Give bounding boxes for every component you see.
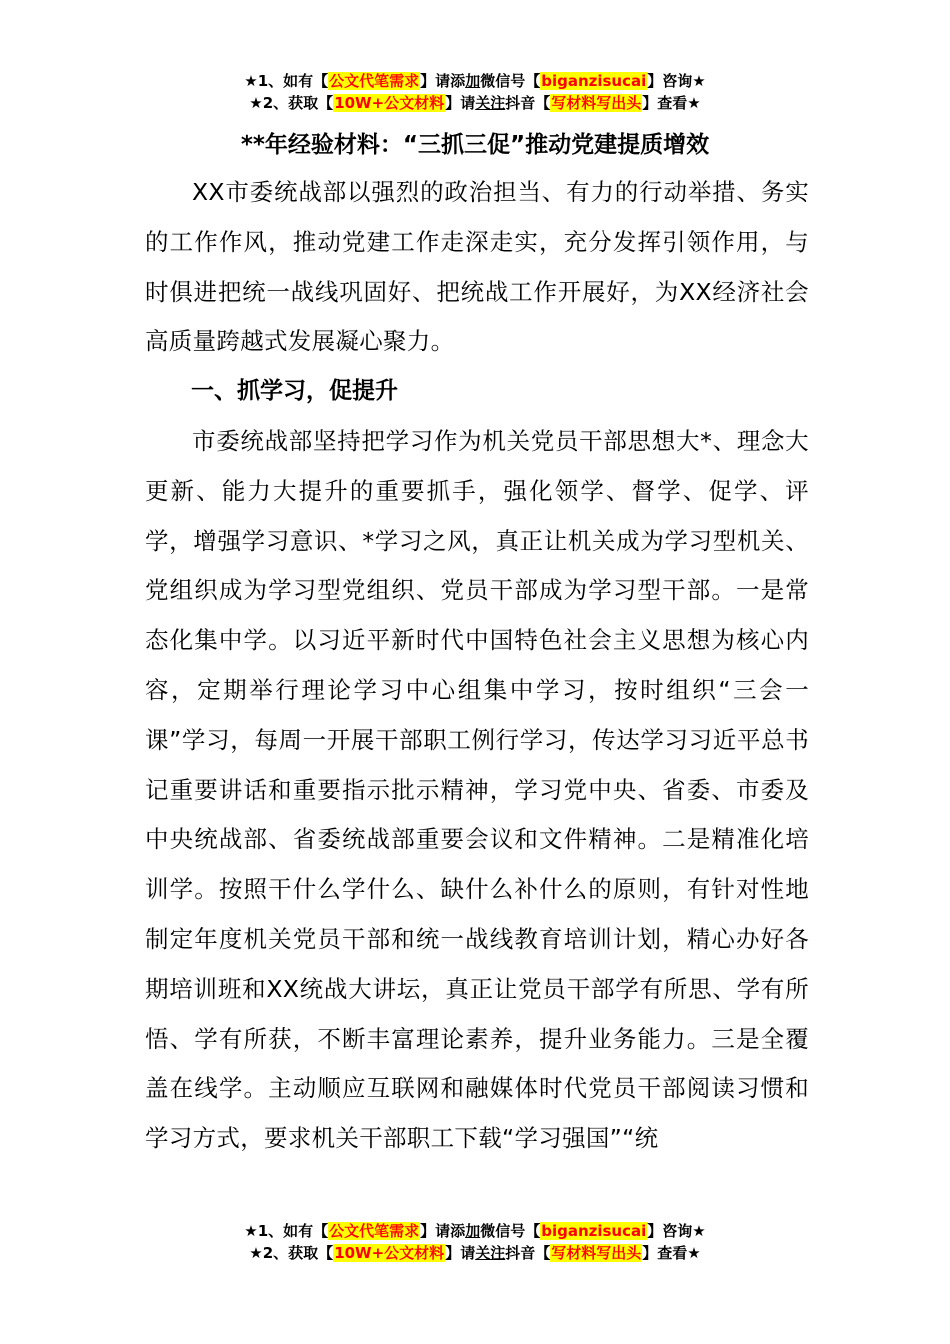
banner-highlight: 写材料写出头: [551, 94, 642, 112]
banner-highlight: biganzisucai: [541, 1222, 647, 1240]
banner-highlight: 公文代笔需求: [329, 72, 420, 90]
banner-line-1: [0, 70, 950, 92]
banner-text: 抖音【: [505, 94, 551, 112]
footer-line-2: [0, 1242, 950, 1264]
banner-text: 微信号【: [480, 1222, 541, 1240]
banner-highlight: biganzisucai: [541, 72, 647, 90]
banner-text: ★1、如有【: [244, 1222, 329, 1240]
banner-highlight: 10W+公文材料: [334, 94, 445, 112]
banner-text: 】请: [445, 94, 476, 112]
banner-text: 】查看★: [642, 1244, 701, 1262]
banner-underlined: 关注: [475, 94, 506, 112]
banner-text: 】咨询★: [647, 72, 706, 90]
banner-line-2: [0, 92, 950, 114]
banner-text: ★1、如有【: [244, 72, 329, 90]
banner-text: 】请: [445, 1244, 476, 1262]
footer-line-1: [0, 1220, 950, 1242]
banner-highlight: 公文代笔需求: [329, 1222, 420, 1240]
banner-underlined: 加: [465, 72, 481, 90]
banner-text: 抖音【: [505, 1244, 551, 1262]
document-body: [145, 168, 809, 1164]
intro-paragraph: XX市委统战部以强烈的政治担当、有力的行动举措、务实的工作作风，推动党建工作走深走实，充分发挥引领作用，与时俱进把统一战线巩固好、把统战工作开展好，为XX经济社会高质量跨越式发展凝心聚力。: [145, 178, 809, 356]
header-banner: [0, 70, 950, 114]
banner-text: 】查看★: [642, 94, 701, 112]
banner-underlined: 关注: [475, 1244, 506, 1262]
banner-text: 】请添: [420, 1222, 466, 1240]
banner-text: 】咨询★: [647, 1222, 706, 1240]
banner-text: ★2、获取【: [249, 94, 334, 112]
banner-text: 微信号【: [480, 72, 541, 90]
banner-text: 】请添: [420, 72, 466, 90]
footer-banner: [0, 1220, 950, 1264]
section-heading: 一、抓学习，促提升: [191, 378, 398, 405]
section-paragraph: 市委统战部坚持把学习作为机关党员干部思想大*、理念大更新、能力大提升的重要抓手，强化领学、督学、促学、评学，增强学习意识、*学习之风，真正让机关成为学习型机关、党组织成为学习型党组织、党员干部成为学习型干部。一是常态化集中学。以习近平新时代中国特色社会主义思想为核心内容，定期举行理论学习中心组集中学习，按时组织“三会一课”学习，每周一开展干部职工例行学习，传达学习习近平总书记重要讲话和重要指示批示精神，学习党中央、省委、市委及中央统战部、省委统战部重要会议和文件精神。二是精准化培训学。按照干什么学什么、缺什么补什么的原则，有针对性地制定年度机关党员干部和统一战线教育培训计划，精心办好各期培训班和XX统战大讲坛，真正让党员干部学有所思、学有所悟、学有所获，不断丰富理论素养，提升业务能力。三是全覆盖在线学。主动顺应互联网和融媒体时代党员干部阅读习惯和学习方式，要求机关干部职工下载“学习强国”“统: [145, 426, 809, 1153]
banner-text: ★2、获取【: [249, 1244, 334, 1262]
banner-highlight: 写材料写出头: [551, 1244, 642, 1262]
document-title: **年经验材料：“三抓三促”推动党建提质增效: [240, 132, 710, 158]
banner-underlined: 加: [465, 1222, 481, 1240]
banner-highlight: 10W+公文材料: [334, 1244, 445, 1262]
